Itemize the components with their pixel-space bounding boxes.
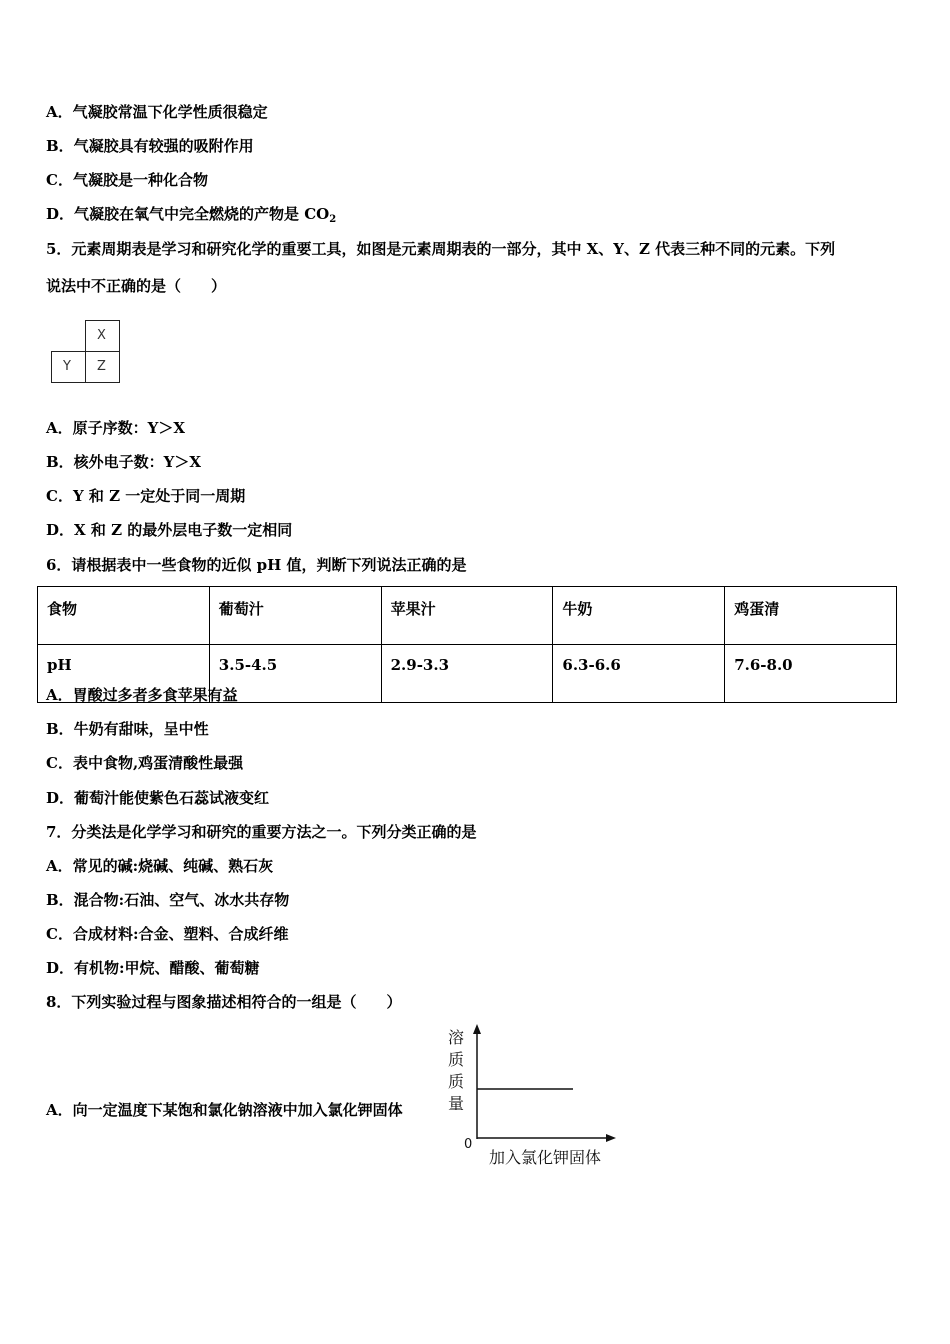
q5-option-b: B．核外电子数：Y＞X: [46, 453, 202, 471]
q5-stem-line2: 说法中不正确的是（ ）: [46, 277, 227, 295]
q4-option-d: [46, 204, 336, 230]
table-cell: 3.5-4.5: [209, 645, 381, 703]
table-cell: 鸡蛋清: [725, 587, 897, 645]
q4-option-d-text: D．气凝胶在氧气中完全燃烧的产物是 CO: [46, 205, 330, 223]
table-cell: 苹果汁: [381, 587, 553, 645]
table-cell: 6.3-6.6: [553, 645, 725, 703]
table-cell: 牛奶: [553, 587, 725, 645]
q7-option-a: A．常见的碱:烧碱、纯碱、熟石灰: [46, 857, 274, 875]
cell-y: [51, 351, 86, 383]
q4-option-a: A．气凝胶常温下化学性质很稳定: [46, 103, 268, 121]
y-axis-label-char: 溶: [448, 1028, 465, 1047]
origin-label: 0: [464, 1137, 473, 1152]
q8-stem: 8．下列实验过程与图象描述相符合的一组是（ ）: [46, 993, 402, 1011]
x-axis-arrow: [606, 1134, 616, 1142]
q7-stem: 7．分类法是化学学习和研究的重要方法之一。下列分类正确的是: [46, 823, 477, 841]
q5-option-d: D．X 和 Z 的最外层电子数一定相同: [46, 521, 293, 539]
cell-z-label: Z: [97, 359, 106, 374]
q6-stem: 6．请根据表中一些食物的近似 pH 值，判断下列说法正确的是: [46, 556, 467, 574]
q4-option-c: C．气凝胶是一种化合物: [46, 171, 208, 189]
q5-stem-line1: 5．元素周期表是学习和研究化学的重要工具，如图是元素周期表的一部分，其中 X、Y、Z 代表三种不同的元素。下列: [46, 240, 836, 258]
q8-option-a: A．向一定温度下某饱和氯化钠溶液中加入氯化钾固体: [46, 1101, 403, 1119]
table-cell: 2.9-3.3: [381, 645, 553, 703]
table-cell: 葡萄汁: [209, 587, 381, 645]
y-axis-arrow: [473, 1024, 481, 1034]
y-axis-label-char: 质: [448, 1072, 465, 1091]
table-cell: pH: [38, 645, 210, 703]
q7-option-b: B．混合物:石油、空气、冰水共存物: [46, 891, 290, 909]
q4-option-d-subscript: 2: [329, 214, 337, 225]
cell-x-label: X: [97, 328, 106, 343]
table-header-row: [38, 587, 897, 645]
q6-option-d: D．葡萄汁能使紫色石蕊试液变红: [46, 789, 270, 807]
y-axis-label-char: 质: [448, 1050, 465, 1069]
cell-y-label: Y: [63, 359, 71, 374]
cell-z: [85, 351, 120, 383]
table-cell: 食物: [38, 587, 210, 645]
cell-x: [85, 320, 120, 352]
q7-option-c: C．合成材料:合金、塑料、合成纤维: [46, 925, 289, 943]
q6-option-c: C．表中食物,鸡蛋清酸性最强: [46, 754, 244, 772]
q6-option-b: B．牛奶有甜味，呈中性: [46, 720, 209, 738]
q6-option-a: A．胃酸过多者多食苹果有益: [46, 686, 238, 704]
q5-option-a: A．原子序数：Y＞X: [46, 419, 185, 437]
q4-option-b: B．气凝胶具有较强的吸附作用: [46, 137, 254, 155]
table-cell: 7.6-8.0: [725, 645, 897, 703]
q5-option-c: C．Y 和 Z 一定处于同一周期: [46, 487, 246, 505]
x-axis-label: 加入氯化钾固体: [489, 1148, 602, 1167]
q7-option-d: D．有机物:甲烷、醋酸、葡萄糖: [46, 959, 260, 977]
y-axis-label-char: 量: [448, 1094, 465, 1113]
